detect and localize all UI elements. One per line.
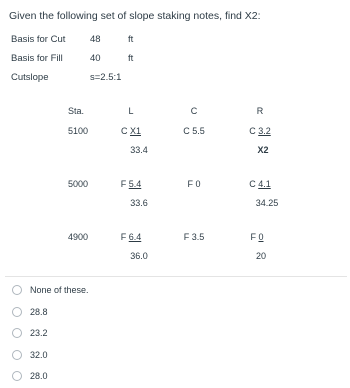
param-label-cut: Basis for Cut bbox=[11, 34, 66, 45]
param-value-cutslope: s=2.5:1 bbox=[90, 72, 122, 83]
left-distance-4900: 36.0 bbox=[130, 251, 148, 261]
radio-button-icon[interactable] bbox=[12, 350, 22, 360]
option-28-0[interactable] bbox=[12, 369, 48, 383]
station-5100: 5100 bbox=[67, 126, 89, 136]
param-unit-cut: ft bbox=[128, 34, 134, 45]
question-text: Given the following set of slope staking notes, find X2: bbox=[9, 10, 261, 22]
param-label-fill: Basis for Fill bbox=[11, 53, 63, 64]
left-fill-4900: F 6.4 bbox=[120, 232, 142, 242]
header-right: R bbox=[256, 106, 264, 116]
option-label: None of these. bbox=[30, 285, 89, 295]
param-value-fill: 40 bbox=[90, 53, 101, 64]
option-label: 32.0 bbox=[30, 350, 48, 360]
center-fill-5000: F 0 bbox=[187, 179, 201, 189]
section-divider bbox=[5, 276, 347, 277]
right-fill-4900: F 0 bbox=[250, 232, 264, 242]
option-32-0[interactable] bbox=[12, 348, 48, 362]
left-distance-5000: 33.6 bbox=[130, 198, 148, 208]
option-none-of-these[interactable] bbox=[12, 283, 89, 297]
option-28-8[interactable] bbox=[12, 305, 48, 319]
right-distance-5000: 34.25 bbox=[255, 198, 279, 208]
right-cut-5100: C 3.2 bbox=[249, 126, 271, 136]
radio-button-icon[interactable] bbox=[12, 285, 22, 295]
station-5000: 5000 bbox=[67, 179, 89, 189]
option-label: 28.8 bbox=[30, 307, 48, 317]
header-center: C bbox=[190, 106, 198, 116]
radio-button-icon[interactable] bbox=[12, 328, 22, 338]
right-distance-5100: X2 bbox=[257, 145, 269, 155]
option-label: 23.2 bbox=[30, 328, 48, 338]
left-cut-5100: C X1 bbox=[120, 126, 141, 136]
header-left: L bbox=[128, 106, 134, 116]
station-4900: 4900 bbox=[67, 232, 89, 242]
header-station: Sta. bbox=[67, 106, 84, 116]
option-label: 28.0 bbox=[30, 371, 48, 381]
center-fill-4900: F 3.5 bbox=[183, 232, 205, 242]
left-distance-5100: 33.4 bbox=[130, 145, 148, 155]
param-value-cut: 48 bbox=[90, 34, 101, 45]
radio-button-icon[interactable] bbox=[12, 307, 22, 317]
left-fill-5000: F 5.4 bbox=[120, 179, 142, 189]
option-23-2[interactable] bbox=[12, 326, 48, 340]
param-unit-fill: ft bbox=[128, 53, 134, 64]
radio-button-icon[interactable] bbox=[12, 371, 22, 381]
right-distance-4900: 20 bbox=[255, 251, 266, 261]
right-cut-5000: C 4.1 bbox=[249, 179, 271, 189]
center-cut-5100: C 5.5 bbox=[183, 126, 205, 136]
param-label-cutslope: Cutslope bbox=[11, 72, 49, 83]
